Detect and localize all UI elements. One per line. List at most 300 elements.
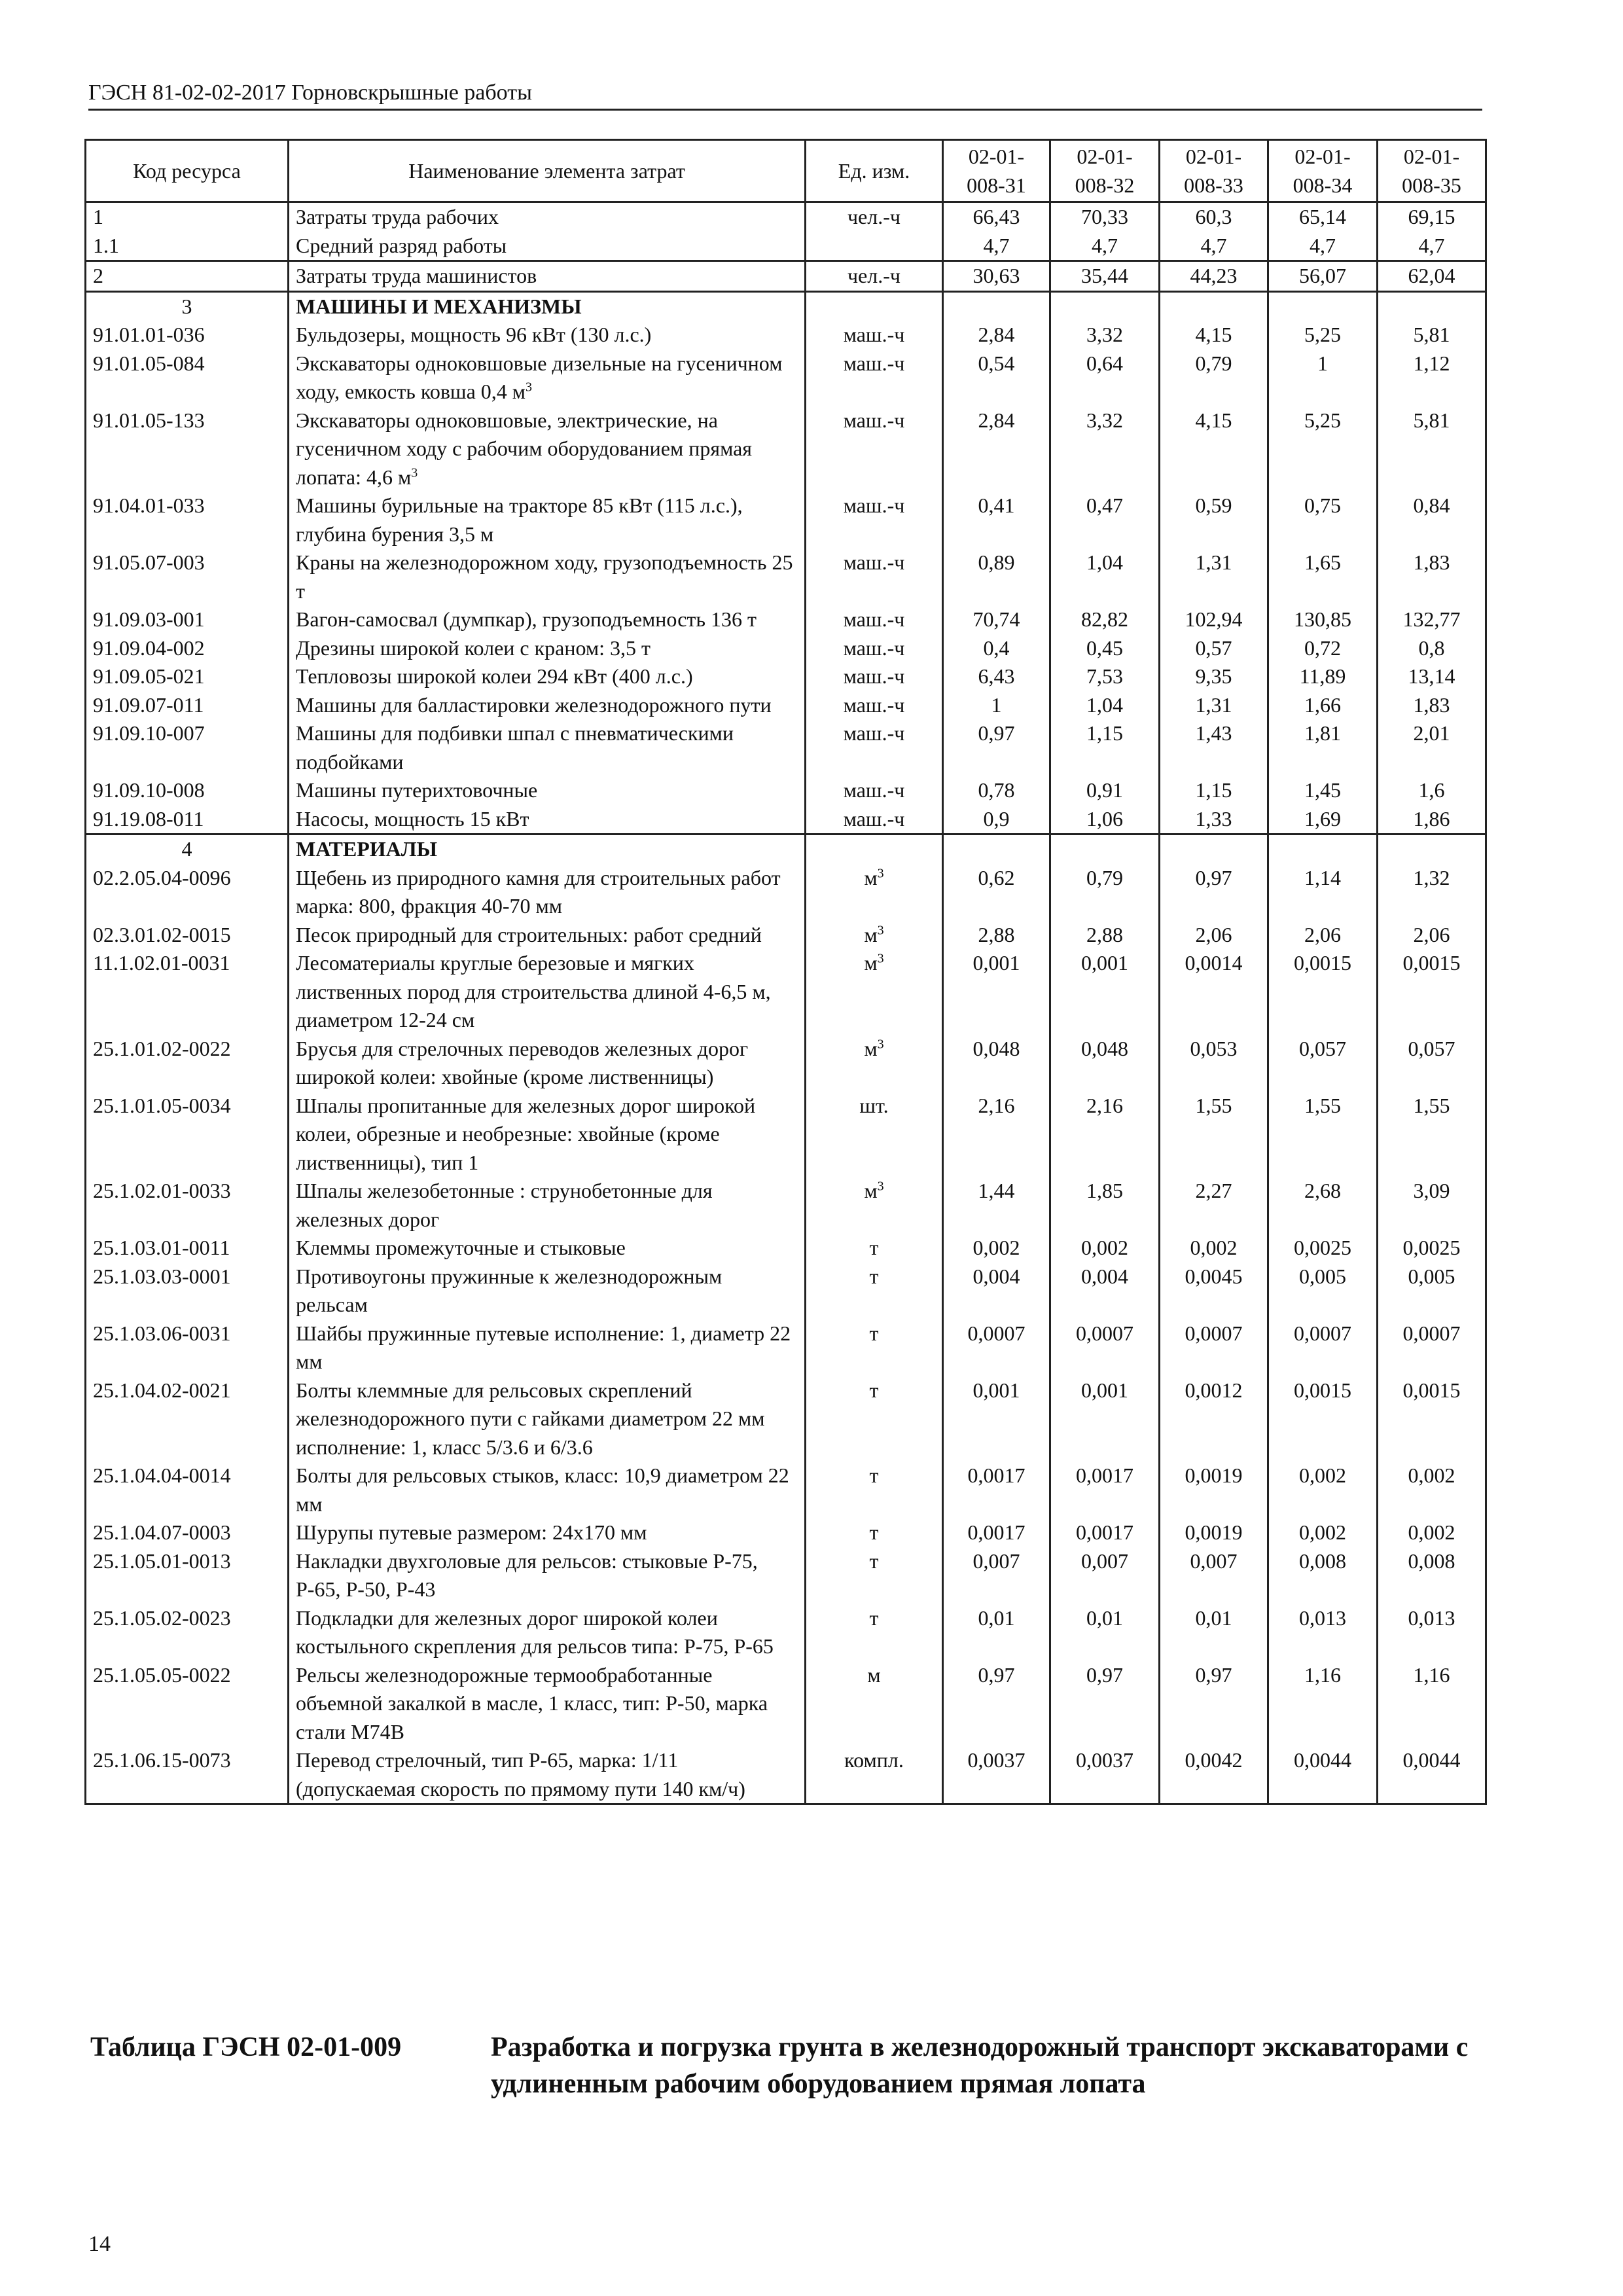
unit-text: м [867,1662,881,1687]
resource-name-text: Брусья для стрелочных переводов железных дорог широкой колеи: хвойные (кроме лиственницы) [296,1036,749,1088]
value-cell: 0,001 [943,949,1050,1035]
resource-name-text: Накладки двухголовые для рельсов: стыковые Р-75, Р-65, Р-50, Р-43 [296,1549,758,1601]
value-cell: 4,7 [1378,232,1486,261]
value-cell: 0,0025 [1268,1234,1378,1263]
resource-name [289,1092,806,1177]
unit [806,634,943,663]
empty-cell [943,834,1050,864]
value-cell: 0,01 [943,1604,1050,1661]
unit [806,1518,943,1547]
unit-text: маш.-ч [843,721,905,745]
unit-text: т [869,1520,879,1544]
value-cell: 7,53 [1050,662,1160,691]
column-header [806,140,943,202]
resource-code: 91.09.05-021 [86,662,289,691]
resource-code: 25.1.03.06-0031 [86,1319,289,1376]
resource-name-text: Машины бурильные на тракторе 85 кВт (115 л.с.), глубина бурения 3,5 м [296,493,743,546]
unit-text: маш.-ч [843,323,905,346]
value-cell: 0,007 [943,1547,1050,1604]
unit [806,1177,943,1234]
table-row [86,548,1486,605]
unit-text: маш.-ч [843,692,905,717]
resource-name-text: Затраты труда машинистов [296,264,537,287]
resource-name-text: Болты клеммные для рельсовых скреплений железнодорожного пути с гайками диаметром 22 мм исполнение: 1, класс 5/3.6 и 6/3.6 [296,1378,765,1459]
value-cell: 0,007 [1160,1547,1268,1604]
column-header-line: 008-31 [967,173,1026,197]
value-cell: 4,15 [1160,406,1268,492]
value-cell: 4,7 [1160,232,1268,261]
value-cell: 60,3 [1160,202,1268,232]
table-row [86,321,1486,350]
unit [806,548,943,605]
unit-text: т [869,1549,879,1573]
resource-name-text: Средний разряд работы [296,233,507,257]
unit-text: шт. [859,1093,889,1117]
value-cell: 130,85 [1268,605,1378,634]
value-cell: 30,63 [943,261,1050,292]
value-cell: 1,16 [1268,1661,1378,1747]
value-cell: 0,0037 [1050,1746,1160,1804]
value-cell: 102,94 [1160,605,1268,634]
resource-code: 25.1.05.02-0023 [86,1604,289,1661]
unit [806,1604,943,1661]
column-header [86,140,289,202]
value-cell: 66,43 [943,202,1050,232]
resource-name [289,1319,806,1376]
value-cell: 2,16 [943,1092,1050,1177]
column-header-line: 02-01- [968,145,1025,168]
unit-superscript: 3 [877,865,884,880]
value-cell: 0,79 [1160,350,1268,406]
unit [806,1376,943,1462]
value-cell: 1,16 [1378,1661,1486,1747]
value-cell: 4,7 [943,232,1050,261]
table-row [86,949,1486,1035]
resource-code: 25.1.01.05-0034 [86,1092,289,1177]
value-cell: 0,002 [1378,1462,1486,1518]
superscript: 3 [411,465,418,480]
value-cell: 70,74 [943,605,1050,634]
resource-code: 91.01.05-133 [86,406,289,492]
value-cell: 0,0017 [943,1462,1050,1518]
empty-cell [1268,291,1378,321]
value-cell: 0,97 [943,719,1050,776]
resource-code: 91.09.07-011 [86,691,289,720]
value-cell: 0,0019 [1160,1462,1268,1518]
value-cell: 0,0007 [1160,1319,1268,1376]
resource-name [289,321,806,350]
unit [806,949,943,1035]
value-cell: 3,32 [1050,321,1160,350]
value-cell: 0,048 [943,1035,1050,1092]
resource-code: 1 [86,202,289,232]
running-header [88,77,1482,111]
unit [806,1462,943,1518]
next-table-title: Разработка и погрузка грунта в железнодорожный транспорт экскаваторами с удлиненным рабочим оборудованием прямая лопата [491,2032,1469,2099]
column-header [1378,140,1486,202]
resource-code: 2 [86,261,289,292]
value-cell: 1,45 [1268,776,1378,805]
unit [806,921,943,950]
table-row [86,406,1486,492]
section-code: 3 [86,291,289,321]
value-cell: 2,84 [943,406,1050,492]
resource-name [289,1462,806,1518]
value-cell: 35,44 [1050,261,1160,292]
table-row [86,1604,1486,1661]
resource-name-text: Шпалы железобетонные : струнобетонные для железных дорог [296,1179,713,1231]
value-cell: 0,0014 [1160,949,1268,1035]
value-cell: 0,0007 [1268,1319,1378,1376]
resource-name [289,634,806,663]
resource-code: 1.1 [86,232,289,261]
value-cell: 2,88 [1050,921,1160,950]
value-cell: 0,008 [1378,1547,1486,1604]
resource-name [289,1177,806,1234]
unit-text: м [864,951,878,975]
value-cell: 0,47 [1050,492,1160,548]
unit-text: м [864,922,878,946]
value-cell: 0,005 [1378,1263,1486,1319]
value-cell: 0,45 [1050,634,1160,663]
empty-cell [1268,834,1378,864]
value-cell: 1 [943,691,1050,720]
resource-name [289,864,806,921]
value-cell: 2,01 [1378,719,1486,776]
unit [806,1661,943,1747]
unit [806,776,943,805]
value-cell: 1,12 [1378,350,1486,406]
superscript: 3 [526,380,533,395]
resource-name [289,691,806,720]
value-cell: 0,0007 [1378,1319,1486,1376]
value-cell: 4,7 [1268,232,1378,261]
value-cell: 0,0044 [1268,1746,1378,1804]
value-cell: 5,25 [1268,406,1378,492]
value-cell: 13,14 [1378,662,1486,691]
value-cell: 3,09 [1378,1177,1486,1234]
unit-text: т [869,1236,879,1259]
value-cell: 1,66 [1268,691,1378,720]
resource-name [289,548,806,605]
column-header-line: 02-01- [1403,145,1460,168]
value-cell: 0,0019 [1160,1518,1268,1547]
column-header-line: 008-33 [1184,173,1243,197]
value-cell: 0,013 [1378,1604,1486,1661]
value-cell: 1,04 [1050,548,1160,605]
value-cell: 1,31 [1160,548,1268,605]
unit [806,719,943,776]
empty-cell [1378,291,1486,321]
resource-name [289,1661,806,1747]
table-row [86,662,1486,691]
resource-name [289,202,806,232]
value-cell: 0,001 [1050,1376,1160,1462]
unit-text: маш.-ч [843,778,905,802]
empty-cell [943,291,1050,321]
value-cell: 0,0015 [1378,1376,1486,1462]
table-row [86,232,1486,261]
unit [806,202,943,232]
table-row [86,719,1486,776]
unit-text: маш.-ч [843,408,905,432]
value-cell: 0,0015 [1268,949,1378,1035]
value-cell: 0,0042 [1160,1746,1268,1804]
value-cell: 0,002 [1160,1234,1268,1263]
unit-text: маш.-ч [843,607,905,631]
resource-name [289,949,806,1035]
value-cell: 0,004 [943,1263,1050,1319]
table-row [86,605,1486,634]
value-cell: 2,06 [1160,921,1268,950]
unit-text: чел.-ч [847,264,901,287]
section-row [86,291,1486,321]
value-cell: 56,07 [1268,261,1378,292]
value-cell: 11,89 [1268,662,1378,691]
resource-name-text: Экскаваторы одноковшовые дизельные на гусеничном ходу, емкость ковша 0,4 м [296,351,783,403]
value-cell: 0,97 [943,1661,1050,1747]
resource-name-text: Шпалы пропитанные для железных дорог широкой колеи, обрезные и необрезные: хвойные (кроме лиственницы), тип 1 [296,1093,756,1174]
table-row [86,1092,1486,1177]
value-cell: 0,001 [943,1376,1050,1462]
unit [806,321,943,350]
value-cell: 1,65 [1268,548,1378,605]
resource-name [289,406,806,492]
table-row [86,776,1486,805]
resource-code: 91.05.07-003 [86,548,289,605]
value-cell: 0,0017 [943,1518,1050,1547]
resource-name-text: Краны на железнодорожном ходу, грузоподъемность 25 т [296,550,793,603]
value-cell: 0,001 [1050,949,1160,1035]
unit-superscript: 3 [877,951,884,966]
section-row [86,834,1486,864]
value-cell: 69,15 [1378,202,1486,232]
table-row [86,864,1486,921]
value-cell: 0,0045 [1160,1263,1268,1319]
column-header-line: Наименование элемента затрат [408,159,685,183]
value-cell: 0,002 [1268,1518,1378,1547]
table-body [86,202,1486,1804]
unit [806,691,943,720]
unit-text: т [869,1463,879,1487]
value-cell: 0,59 [1160,492,1268,548]
value-cell: 0,97 [1050,1661,1160,1747]
resource-name [289,1234,806,1263]
empty-cell [806,834,943,864]
value-cell: 4,15 [1160,321,1268,350]
empty-cell [1160,291,1268,321]
table-row [86,634,1486,663]
value-cell: 0,72 [1268,634,1378,663]
resource-name-text: Затраты труда рабочих [296,205,499,228]
resource-name [289,350,806,406]
table-row [86,350,1486,406]
resource-code: 25.1.04.04-0014 [86,1462,289,1518]
value-cell: 0,0044 [1378,1746,1486,1804]
value-cell: 1,04 [1050,691,1160,720]
resource-code: 25.1.04.02-0021 [86,1376,289,1462]
column-header [943,140,1050,202]
resource-code: 91.01.01-036 [86,321,289,350]
value-cell: 0,007 [1050,1547,1160,1604]
column-header-line: 02-01- [1294,145,1351,168]
unit [806,1319,943,1376]
value-cell: 1,15 [1050,719,1160,776]
value-cell: 0,0017 [1050,1462,1160,1518]
next-table-label: Таблица ГЭСН 02-01-009 [90,2032,402,2062]
table-row [86,805,1486,834]
unit-text: чел.-ч [847,205,901,228]
unit-text: маш.-ч [843,351,905,375]
unit-superscript: 3 [877,922,884,937]
unit-text: маш.-ч [843,664,905,688]
table-row [86,1746,1486,1804]
value-cell: 6,43 [943,662,1050,691]
value-cell: 65,14 [1268,202,1378,232]
unit [806,1035,943,1092]
value-cell: 0,057 [1378,1035,1486,1092]
value-cell: 70,33 [1050,202,1160,232]
resource-name-text: Машины для подбивки шпал с пневматическими подбойками [296,721,734,774]
running-header-text: ГЭСН 81-02-02-2017 Горновскрышные работы [88,81,532,105]
value-cell: 0,0007 [1050,1319,1160,1376]
value-cell: 0,9 [943,805,1050,834]
value-cell: 0,64 [1050,350,1160,406]
value-cell: 0,89 [943,548,1050,605]
value-cell: 0,8 [1378,634,1486,663]
unit [806,350,943,406]
empty-cell [1160,834,1268,864]
unit-superscript: 3 [877,1036,884,1051]
resource-code: 91.04.01-033 [86,492,289,548]
column-header-line: 02-01- [1185,145,1242,168]
unit [806,232,943,261]
table-row [86,921,1486,950]
value-cell: 0,048 [1050,1035,1160,1092]
column-header-line: 008-34 [1293,173,1353,197]
value-cell: 5,81 [1378,321,1486,350]
unit [806,605,943,634]
resource-code: 91.09.04-002 [86,634,289,663]
value-cell: 4,7 [1050,232,1160,261]
unit [806,805,943,834]
unit [806,1263,943,1319]
value-cell: 2,06 [1268,921,1378,950]
value-cell: 0,62 [943,864,1050,921]
value-cell: 44,23 [1160,261,1268,292]
column-header [289,140,806,202]
value-cell: 5,25 [1268,321,1378,350]
value-cell: 0,0015 [1268,1376,1378,1462]
value-cell: 1,83 [1378,691,1486,720]
value-cell: 1,33 [1160,805,1268,834]
resource-name [289,232,806,261]
table-row [86,1319,1486,1376]
value-cell: 9,35 [1160,662,1268,691]
table-row [86,202,1486,232]
unit-text: маш.-ч [843,493,905,517]
resource-code: 91.19.08-011 [86,805,289,834]
value-cell: 1,31 [1160,691,1268,720]
resource-code: 25.1.04.07-0003 [86,1518,289,1547]
value-cell: 0,01 [1160,1604,1268,1661]
unit-text: м [864,1036,878,1060]
value-cell: 0,84 [1378,492,1486,548]
value-cell: 2,16 [1050,1092,1160,1177]
resource-name-text: Машины путерихтовочные [296,778,538,802]
value-cell: 1,55 [1160,1092,1268,1177]
value-cell: 0,91 [1050,776,1160,805]
table-row [86,1661,1486,1747]
unit-text: т [869,1605,879,1630]
resource-name-text: Подкладки для железных дорог широкой колеи костыльного скрепления для рельсов типа: Р-75, Р-65 [296,1605,774,1658]
section-code: 4 [86,834,289,864]
column-header-line: 02-01- [1077,145,1133,168]
column-header-line: Код ресурса [133,159,241,183]
unit-text: т [869,1378,879,1402]
empty-cell [1050,291,1160,321]
value-cell: 1,06 [1050,805,1160,834]
value-cell: 1,44 [943,1177,1050,1234]
resource-name [289,1547,806,1604]
resource-name [289,1518,806,1547]
value-cell: 0,97 [1160,1661,1268,1747]
unit [806,1547,943,1604]
resource-name-text: Перевод стрелочный, тип Р-65, марка: 1/11 (допускаемая скорость по прямому пути 140 км/ч) [296,1748,745,1801]
column-header [1160,140,1268,202]
value-cell: 3,32 [1050,406,1160,492]
resource-name-text: Рельсы железнодорожные термообработанные объемной закалкой в масле, 1 класс, тип: Р-50, марка стали М74В [296,1662,768,1744]
value-cell: 0,005 [1268,1263,1378,1319]
unit-text: компл. [844,1748,904,1772]
value-cell: 0,54 [943,350,1050,406]
value-cell: 1,14 [1268,864,1378,921]
resource-name [289,1604,806,1661]
value-cell: 1,85 [1050,1177,1160,1234]
unit [806,1746,943,1804]
resource-code: 02.2.05.04-0096 [86,864,289,921]
resource-name-text: Бульдозеры, мощность 96 кВт (130 л.с.) [296,323,652,346]
value-cell: 0,4 [943,634,1050,663]
empty-cell [1378,834,1486,864]
unit-text: м [864,865,878,889]
resource-name-text: Клеммы промежуточные и стыковые [296,1236,626,1259]
resource-name-text: Лесоматериалы круглые березовые и мягких лиственных пород для строительства длиной 4-6,5 м, диаметром 12-24 см [296,951,771,1031]
value-cell: 0,01 [1050,1604,1160,1661]
resource-name [289,1376,806,1462]
page-number: 14 [88,2232,111,2256]
value-cell: 0,75 [1268,492,1378,548]
value-cell: 2,84 [943,321,1050,350]
unit [806,1092,943,1177]
table-row [86,261,1486,292]
value-cell: 62,04 [1378,261,1486,292]
table-header-row [86,140,1486,202]
value-cell: 0,057 [1268,1035,1378,1092]
value-cell: 0,0025 [1378,1234,1486,1263]
value-cell: 0,004 [1050,1263,1160,1319]
value-cell: 0,0017 [1050,1518,1160,1547]
value-cell: 0,002 [1268,1462,1378,1518]
resource-name [289,805,806,834]
resource-name-text: Противоугоны пружинные к железнодорожным рельсам [296,1264,722,1316]
resource-name-text: Насосы, мощность 15 кВт [296,806,529,831]
value-cell: 1,69 [1268,805,1378,834]
resource-code: 25.1.05.01-0013 [86,1547,289,1604]
empty-cell [806,291,943,321]
value-cell: 1,32 [1378,864,1486,921]
resource-name-text: Дрезины широкой колеи с краном: 3,5 т [296,636,651,660]
